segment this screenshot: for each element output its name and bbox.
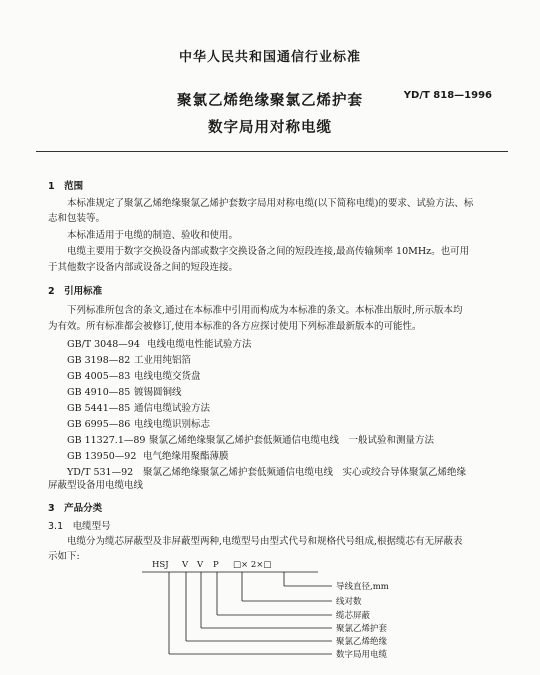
code-part-hsj: HSJ	[152, 560, 169, 570]
reference-code: GB 4005—83	[67, 371, 131, 382]
reference-code: GB 6995—86	[67, 419, 131, 430]
reference-title: 通信电缆试验方法	[134, 403, 211, 414]
reference-code: GB/T 3048—94	[67, 339, 140, 350]
reference-title: 工业用纯铝箔	[134, 355, 192, 366]
label-wire-diameter: 导线直径,mm	[336, 582, 389, 592]
section-1-paragraph-2: 本标准适用于电缆的制造、验收和使用。	[67, 230, 239, 241]
document-title-line2: 数字局用对称电缆	[208, 120, 332, 136]
reference-code: GB 11327.1—89	[67, 435, 146, 446]
reference-title: 电线电缆电性能试验方法	[147, 339, 252, 350]
reference-code: GB 5441—85	[67, 403, 131, 414]
reference-code: YD/T 531—92	[67, 467, 134, 478]
label-core-shield: 缆芯屏蔽	[336, 611, 371, 621]
section-2-paragraph-line-2: 为有效。所有标准都会被修订,使用本标准的各方应探讨使用下列标准最新版本的可能性。	[48, 321, 422, 332]
code-part-v1: V	[182, 560, 189, 570]
label-pvc-sheath: 聚氯乙烯护套	[336, 624, 388, 634]
standard-org-header: 中华人民共和国通信行业标准	[178, 50, 361, 65]
section-3-heading: 3 产品分类	[48, 503, 103, 514]
section-3-1-heading: 3.1 电缆型号	[48, 521, 111, 532]
section-1-paragraph-1-line-1: 本标准规定了聚氯乙烯绝缘聚氯乙烯护套数字局用对称电缆(以下简称电缆)的要求、试验方法、标	[67, 198, 474, 209]
reference-title: 聚氯乙烯绝缘聚氯乙烯护套低频通信电缆电线 一般试验和测量方法	[149, 435, 435, 446]
reference-title: 镀锡圆铜线	[134, 387, 182, 398]
document-title-line1: 聚氯乙烯绝缘聚氯乙烯护套	[177, 93, 363, 109]
label-pair-count: 线对数	[336, 597, 362, 607]
section-2-paragraph-line-1: 下列标准所包含的条文,通过在本标准中引用而构成为本标准的条文。本标准出版时,所示版本均	[67, 305, 463, 316]
reference-title: 聚氯乙烯绝缘聚氯乙烯护套低频通信电缆电线 实心或绞合导体聚氯乙烯绝缘	[143, 467, 467, 478]
section-1-heading: 1 范围	[48, 181, 84, 192]
reference-code: GB 13950—92	[67, 451, 137, 462]
section-3-paragraph-line-1: 电缆分为缆芯屏蔽型及非屏蔽型两种,电缆型号由型式代号和规格代号组成,根据缆芯有无屏蔽表	[67, 536, 463, 547]
reference-title: 电气绝缘用聚酯薄膜	[143, 451, 229, 462]
section-1-paragraph-1-line-2: 志和包装等。	[48, 213, 106, 224]
reference-title: 电线电缆交货盘	[134, 371, 201, 382]
reference-title: 电线电缆识别标志	[134, 419, 211, 430]
section-1-paragraph-3-line-1: 电缆主要用于数字交换设备内部或数字交换设备之间的短段连接,最高传输频率 10MHz。也可用	[67, 246, 470, 257]
section-3-paragraph-line-2: 示如下:	[48, 551, 80, 562]
reference-continuation: 屏蔽型设备用电缆电线	[48, 480, 144, 491]
label-digital-office-cable: 数字局用电缆	[336, 650, 388, 660]
spec-code: □× 2×□	[233, 560, 272, 570]
reference-code: GB 4910—85	[67, 387, 131, 398]
reference-code: GB 3198—82	[67, 355, 131, 366]
standard-code: YD/T 818—1996	[403, 90, 492, 101]
section-1-paragraph-3-line-2: 于其他数字设备内部或设备之间的短段连接。	[48, 262, 239, 273]
section-2-heading: 2 引用标准	[48, 286, 103, 297]
code-part-p: P	[213, 560, 219, 570]
code-part-v2: V	[197, 560, 204, 570]
label-pvc-insulation: 聚氯乙烯绝缘	[336, 637, 388, 647]
